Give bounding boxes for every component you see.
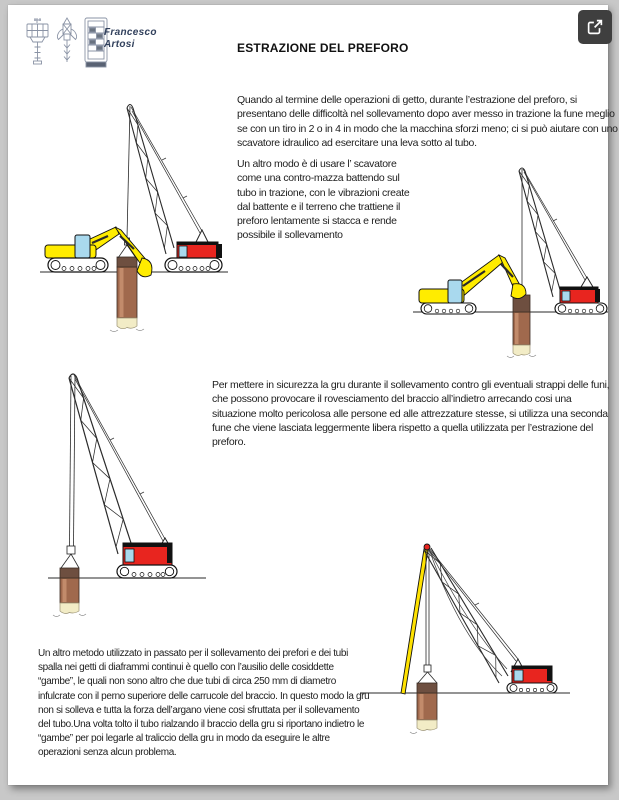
hoist-ropes xyxy=(426,549,429,665)
crane-cab-window xyxy=(514,670,523,681)
illustration-counter-hammer xyxy=(413,165,608,370)
pendant-cables xyxy=(523,169,587,280)
hoist-rope xyxy=(127,106,130,238)
author-last-name: Artosi xyxy=(104,39,135,50)
crane-track xyxy=(555,303,607,314)
hook-block xyxy=(418,665,437,683)
author-first-name: Francesco xyxy=(104,27,157,38)
pendant-cables xyxy=(131,107,202,233)
excavator-track xyxy=(421,303,476,314)
paragraph-contro-mazza: Un altro modo è di usare l’ scavatore come una contro-mazza battendo sul tubo in trazione, con le vibrazioni create dal battente e il terreno che trattiene il preforo lentamente si stacca e rende possibile il sollevamento xyxy=(237,158,410,242)
gantry-frame xyxy=(581,277,593,287)
illustration-safety-rope-crane xyxy=(48,370,208,625)
extraction-tube xyxy=(507,295,536,358)
illustration-gamba-crane xyxy=(355,537,580,747)
drill-rig-auger-icon xyxy=(57,18,76,62)
counterweight xyxy=(167,547,172,563)
crane-track xyxy=(117,565,177,578)
crane-cab-window xyxy=(179,246,187,257)
piling-rig-mast-icon xyxy=(27,18,48,64)
document-page xyxy=(8,5,618,785)
counterweight xyxy=(547,668,552,681)
crane-track xyxy=(165,258,222,272)
author-signature xyxy=(104,27,157,51)
open-external-button[interactable] xyxy=(578,10,612,44)
crawler-crane xyxy=(418,544,557,693)
pendant-cables xyxy=(429,548,518,676)
crawler-crane xyxy=(519,168,607,314)
lattice-boom xyxy=(69,374,132,554)
hook-block xyxy=(61,546,79,568)
illustration-crane-excavator-lever xyxy=(38,100,228,335)
crane-cab-window xyxy=(562,291,570,301)
crane-cab-window xyxy=(125,549,134,562)
external-link-icon xyxy=(586,18,604,36)
counterweight xyxy=(216,244,222,258)
page-title: ESTRAZIONE DEL PREFORO xyxy=(237,41,409,55)
extraction-tube xyxy=(53,568,86,617)
lattice-boom xyxy=(127,105,174,255)
counterweight xyxy=(595,289,600,302)
crawler-crane xyxy=(61,374,177,578)
paragraph-difficolta-getto: Quando al termine delle operazioni di getto, durante l’estrazione del preforo, si presentano delle difficoltà nel sollevamento dopo aver messo in trazione la fune meglio se con un tiro in 2 o in 4 in modo che la macchina sforzi meno; ci si può aiutare con uno scavatore idraulico ad esercitare una leva sotto al tubo. xyxy=(237,94,618,149)
gantry-frame xyxy=(196,230,208,242)
paragraph-metodo-gambe: Un altro metodo utilizzato in passato per il sollevamento dei prefori e dei tubi spalla nei getti di diaframmi continui è quello con l’ausilio delle cosiddette “gambe”, le quali non sono altro che due tubi di circa 250 mm di diametro infulcrate con il perno superiore delle carrucole del braccio. In questo modo la gru non si solleva e tutta la forza dell’argano viene cosi sfruttata per il sollevamento del tubo.Una volta tolto il tubo rialzando il braccio della gru si riportano indietro le “gambe” per poi legarle al traliccio della gru in modo da eseguire le altre operazioni senza alcun problema. xyxy=(38,648,370,759)
paragraph-sicurezza-gru: Per mettere in sicurezza la gru durante il sollevamento contro gli eventuali strappi delle funi, che possono provocare il rovesciamento del braccio all’indietro arrecando cosi una situazione molto pericolosa alle persone ed alle attrezzature stesse, si utilizza una seconda fune che viene lasciata leggermente libera rispetto a quella utilizzata per l’estrazione del preforo. xyxy=(212,379,610,449)
excavator-cab xyxy=(448,280,462,303)
lattice-boom xyxy=(519,168,561,297)
hydraulic-excavator xyxy=(419,255,526,314)
excavator-bucket xyxy=(511,284,526,299)
crane-track xyxy=(507,683,557,693)
excavator-cab xyxy=(75,235,90,258)
extraction-tube xyxy=(410,683,437,734)
excavator-track xyxy=(48,258,108,272)
lattice-boom xyxy=(424,548,508,683)
header-logos xyxy=(26,17,110,69)
hoist-and-safety-ropes xyxy=(70,376,76,546)
